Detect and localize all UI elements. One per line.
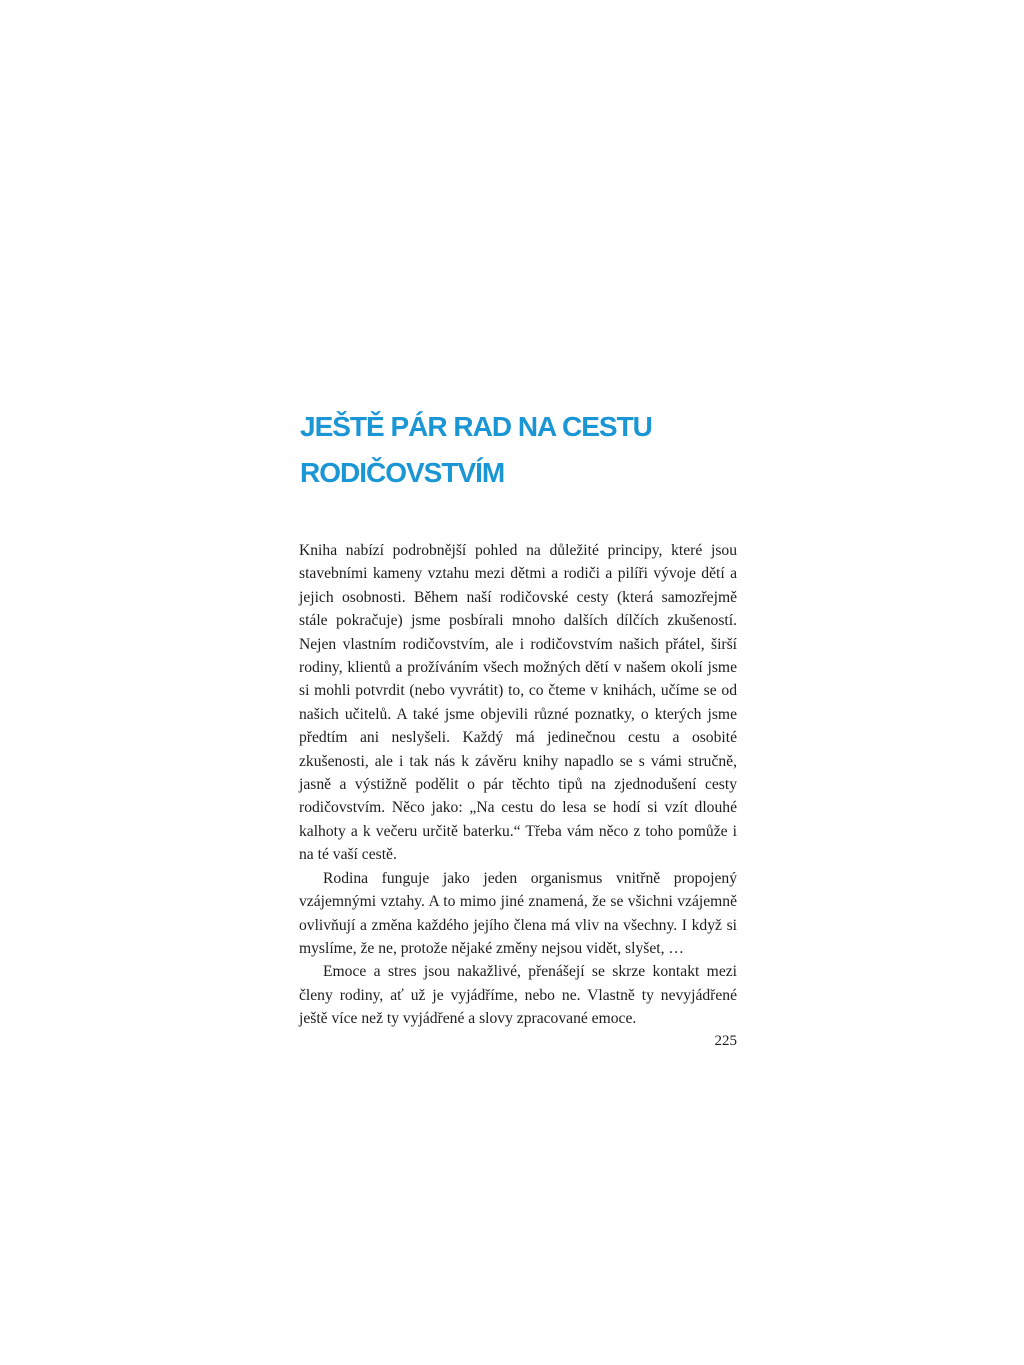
paragraph-3: Emoce a stres jsou nakažlivé, přenášejí se skrze kontakt mezi členy rodiny, ať už je vyjádříme, nebo ne. Vlastně ty nevyjádřené ještě více než ty vyjádřené a slovy zpracované emoce. bbox=[299, 963, 737, 1028]
paragraph-1: Kniha nabízí podrobnější pohled na důležité principy, které jsou stavebními kameny vztahu mezi dětmi a rodiči a pilíři vývoje dětí a jejich osobnosti. Během naší rodičovské cesty (která samozřejmě stále pokračuje) jsme posbírali mnoho dalších dílčích zkušeností. Nejen vlastním rodičovstvím, ale i rodičovstvím našich přátel, širší rodiny, klientů a prožíváním všech možných dětí v našem okolí jsme si mohli potvrdit (nebo vyvrátit) to, co čteme v knihách, učíme se od našich učitelů. A také jsme objevili různé poznatky, o kterých jsme předtím ani neslyšeli. Každý má jedinečnou cestu a osobité zkušenosti, ale i tak nás k závěru knihy napadlo se s vámi stručně, jasně a výstižně podělit o pár těchto tipů na zjednodušení cesty rodičovstvím. Něco jako: „Na cestu do lesa se hodí si vzít dlouhé kalhoty a k večeru určitě baterku.“ Třeba vám něco z toho pomůže i na té vaší cestě. bbox=[299, 542, 737, 864]
page-number: 225 bbox=[714, 1033, 737, 1049]
chapter-heading-line-1: JEŠTĚ PÁR RAD NA CESTU bbox=[300, 411, 652, 442]
chapter-heading bbox=[300, 404, 760, 496]
chapter-heading-line-2: RODIČOVSTVÍM bbox=[300, 457, 505, 488]
body-text bbox=[299, 539, 737, 1031]
paragraph-2: Rodina funguje jako jeden organismus vnitřně propojený vzájemnými vztahy. A to mimo jiné znamená, že se všichni vzájemně ovlivňují a změna každého jejího člena má vliv na všechny. I když si myslíme, že ne, protože nějaké změny nejsou vidět, slyšet, … bbox=[299, 869, 737, 957]
